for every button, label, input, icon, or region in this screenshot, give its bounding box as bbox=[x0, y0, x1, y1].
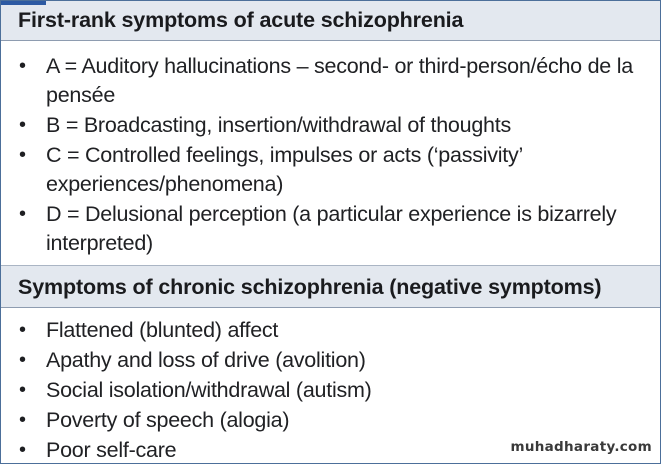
bullet-icon: • bbox=[19, 114, 26, 136]
bullet-icon: • bbox=[19, 439, 26, 461]
list-item bbox=[19, 406, 648, 435]
list-item bbox=[19, 141, 648, 199]
list-item-text: D = Delusional perception (a particular experience is bizarrely interpreted) bbox=[46, 202, 617, 255]
bullet-icon: • bbox=[19, 379, 26, 401]
list-item-text: C = Controlled feelings, impulses or acts (‘passivity’ experiences/phenomena) bbox=[46, 143, 523, 196]
list-item-text: Apathy and loss of drive (avolition) bbox=[46, 348, 366, 372]
bullet-icon: • bbox=[19, 55, 26, 77]
list-item bbox=[19, 376, 648, 405]
list-item bbox=[19, 111, 648, 140]
list-item bbox=[19, 316, 648, 345]
bullet-icon: • bbox=[19, 319, 26, 341]
corner-accent bbox=[1, 1, 46, 5]
list-item-text: Poverty of speech (alogia) bbox=[46, 408, 290, 432]
list-item-text: B = Broadcasting, insertion/withdrawal of thoughts bbox=[46, 113, 511, 137]
bullet-icon: • bbox=[19, 409, 26, 431]
watermark: muhadharaty.com bbox=[510, 439, 652, 455]
list-item-text: Poor self-care bbox=[46, 438, 177, 462]
section-title-first-rank: First-rank symptoms of acute schizophrenia bbox=[1, 1, 660, 40]
section-title-chronic: Symptoms of chronic schizophrenia (negative symptoms) bbox=[1, 265, 660, 307]
list-item bbox=[19, 200, 648, 258]
list-item-text: Flattened (blunted) affect bbox=[46, 318, 279, 342]
list-item-text: A = Auditory hallucinations – second- or third-person/écho de la pensée bbox=[46, 54, 633, 107]
list-item-text: Social isolation/withdrawal (autism) bbox=[46, 378, 372, 402]
bullet-icon: • bbox=[19, 144, 26, 166]
first-rank-list bbox=[1, 41, 660, 258]
list-item bbox=[19, 52, 648, 110]
list-item bbox=[19, 346, 648, 375]
bullet-icon: • bbox=[19, 349, 26, 371]
bullet-icon: • bbox=[19, 203, 26, 225]
